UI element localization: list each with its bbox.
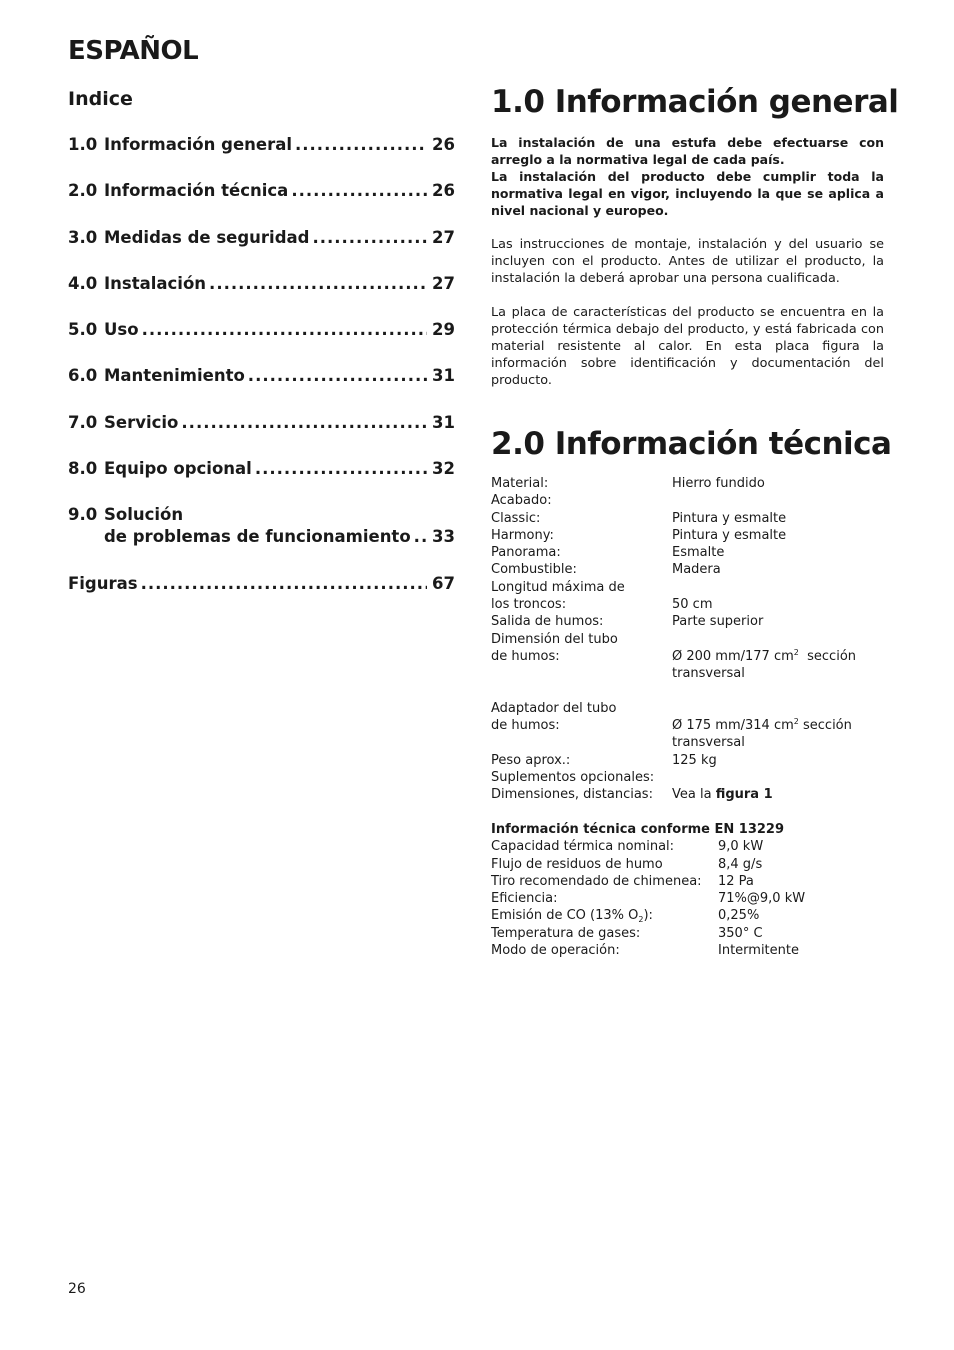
spec-value [672,579,884,596]
toc-page: 67 [432,574,455,594]
toc-entry[interactable] [68,134,455,180]
spec-value: Ø 200 mm/177 $cm^2$ sección transversal [672,647,857,682]
perf-value: 0,25% [718,908,760,924]
toc-leader [142,319,427,341]
toc-leader [295,134,427,156]
toc-page: 26 [432,135,455,154]
toc-leader [181,412,427,434]
spec-row [491,786,884,803]
spec-row [491,769,884,786]
spec-row [491,631,884,648]
perf-label: Flujo de residuos de humo [491,856,663,872]
toc-number: 7.0 [68,412,98,432]
page-number: 26 [68,1281,86,1297]
spec-row [491,752,884,769]
language-title: ESPAÑOL [68,36,199,66]
spec-label: Dimensión del tubo [491,631,618,647]
spec-label: Peso aprox.: [491,752,571,768]
toc-number: 9.0 [68,505,98,525]
toc-page: 32 [432,459,455,479]
spec-label: Dimensiones, distancias: [491,787,653,803]
spec-row [491,613,884,630]
spec-label: Suplementos opcionales: [491,770,655,786]
paragraph: La placa de características del producto se encuentra en la protección térmica debajo del producto, y está fabricada con material resistente al calor. En esta placa figura la información sobre identificación y documentación del producto. [491,305,884,388]
perf-row [491,856,884,873]
spec-row-flue [491,648,884,683]
perf-value: Intermitente [718,943,799,959]
spec-value: Hierro fundido [672,476,765,491]
spec-row [491,596,884,613]
bold-intro: La instalación de una estufa debe efectuarse con arreglo a la normativa legal de cada país. [491,135,884,167]
toc-leader [209,273,427,295]
perf-row [491,838,884,855]
toc-number: 8.0 [68,459,98,479]
toc-page: 26 [432,181,455,201]
bold-intro: La instalación del producto debe cumplir toda la normativa legal en vigor, incluyendo la que se aplica a nivel nacional y europeo. [491,169,884,218]
spec-label: Longitud máxima de [491,579,625,595]
toc-title: Información general [104,135,292,154]
section-general-info [491,84,899,389]
toc-leader [312,227,427,249]
toc-entry[interactable] [68,458,455,504]
toc-page: 27 [432,273,455,293]
section-heading: 2.0 Información técnica [491,426,892,462]
toc-page: 29 [432,320,455,340]
spec-value: Pintura y esmalte [672,510,787,526]
spec-value: 50 cm [672,597,713,613]
spec-label: de humos: [491,718,560,734]
toc-entry[interactable] [68,273,455,319]
toc-entry[interactable] [68,504,455,573]
perf-value: 12 Pa [718,873,754,889]
toc-entry[interactable] [68,573,455,619]
spec-label: los troncos: [491,597,567,613]
toc-entry[interactable] [68,180,455,226]
toc-page: 31 [432,366,455,386]
toc-leader [414,526,427,548]
toc-number: 4.0 [68,273,98,293]
spec-row [491,510,884,527]
spec-value: Ø 175 mm/314 $cm^2$ sección transversal [672,717,852,751]
toc-leader [141,573,427,595]
performance-list [491,838,884,959]
perf-label: Tiro recomendado de chimenea: [491,873,702,889]
perf-row [491,890,884,907]
perf-value: 8,4 g/s [718,856,763,872]
spec-label: Harmony: [491,527,554,543]
perf-label: Temperatura de gases: [491,925,641,941]
toc-page: 31 [432,412,455,432]
perf-row [491,942,884,959]
spec-label: Combustible: [491,562,577,578]
spec-value: Madera [672,562,721,578]
perf-row [491,925,884,942]
spec-label: Material: [491,476,549,491]
spec-row [491,492,884,509]
toc-leader [248,365,427,387]
spec-value [672,631,884,648]
spec-value [672,769,884,786]
toc-title: Instalación [104,273,207,293]
perf-label: Eficiencia: [491,891,558,907]
toc-page: 27 [432,227,455,247]
spec-value: Parte superior [672,614,764,630]
toc-number: 2.0 [68,181,98,201]
toc-number: 5.0 [68,320,98,340]
toc-entry[interactable] [68,365,455,411]
spec-value: 125 kg [672,752,717,768]
figure-reference[interactable]: figura 1 [715,787,773,803]
performance-title: Información técnica conforme EN 13229 [491,821,785,837]
perf-value: 9,0 kW [718,839,764,855]
spec-value: Pintura y esmalte [672,527,787,543]
spec-row [491,579,884,596]
toc-title: Medidas de seguridad [104,227,310,247]
spec-label: Acabado: [491,493,552,509]
spec-row [491,527,884,544]
toc-leader [255,458,427,480]
paragraph: Las instrucciones de montaje, instalación y del usuario se incluyen con el producto. Antes de utilizar el producto, la instalación la deberá aprobar una persona cualificada. [491,237,884,286]
spec-label: Adaptador del tubo [491,700,617,716]
section-heading: 1.0 Información general [491,84,899,120]
toc-title: Información técnica [104,181,289,201]
spec-label: Salida de humos: [491,614,604,630]
perf-value: 350° C [718,925,763,941]
perf-label: Capacidad térmica nominal: [491,839,675,855]
perf-value: 71%@9,0 kW [718,891,806,907]
spec-label: de humos: [491,648,560,664]
toc-number: 1.0 [68,135,98,154]
perf-row [491,907,884,924]
spec-row [491,700,884,717]
spec-list [491,475,884,804]
spec-row-adapter [491,717,884,752]
toc-title: Figuras [68,574,138,594]
spec-row [491,544,884,561]
toc-entry[interactable] [68,319,455,365]
spec-value: Esmalte [672,545,725,561]
toc-page: 33 [432,527,455,547]
toc-entry[interactable] [68,227,455,273]
spec-row [491,561,884,578]
toc-title-continued: de problemas de funcionamiento [104,527,411,547]
section-technical-info [491,426,892,959]
table-of-contents [68,134,455,620]
spec-label: Classic: [491,510,541,526]
spec-row [491,475,884,492]
spec-value [672,492,884,509]
toc-title: Equipo opcional [104,459,252,479]
spec-value: Vea la figura 1 [672,787,773,803]
spec-label: Panorama: [491,545,561,561]
toc-title: Servicio [104,412,179,432]
toc-entry[interactable] [68,412,455,458]
perf-label: Emisión de CO (13% $O_2$): [491,908,653,925]
toc-number: 6.0 [68,366,98,386]
toc-heading: Indice [68,88,133,110]
toc-title: Mantenimiento [104,366,245,386]
toc-number: 3.0 [68,227,98,247]
toc-leader [291,180,427,202]
toc-title: Uso [104,320,139,340]
perf-row [491,873,884,890]
perf-label: Modo de operación: [491,943,620,959]
toc-title: Solución [104,505,184,525]
